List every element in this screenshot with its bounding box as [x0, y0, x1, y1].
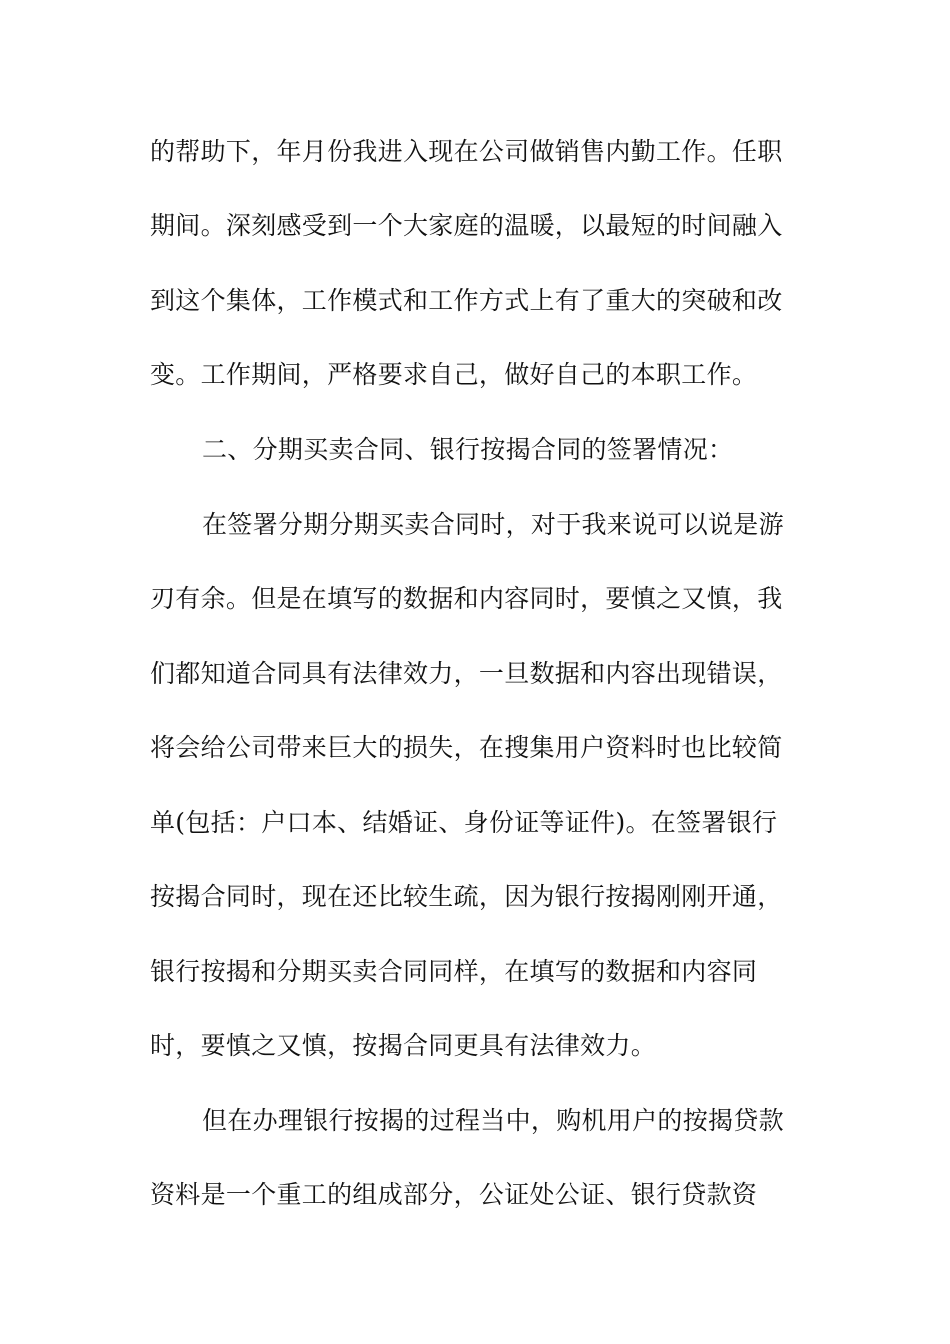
- text-line: 时，要慎之又慎，按揭合同更具有法律效力。: [150, 1031, 657, 1060]
- text-line: 们都知道合同具有法律效力，一旦数据和内容出现错误，: [150, 659, 783, 688]
- text-line: 但在办理银行按揭的过程当中，购机用户的按揭贷款: [202, 1106, 784, 1135]
- section-heading: 二、分期买卖合同、银行按揭合同的签署情况：: [202, 435, 734, 464]
- text-line: 期间。深刻感受到一个大家庭的温暖，以最短的时间融入: [150, 211, 783, 240]
- text-line: 到这个集体，工作模式和工作方式上有了重大的突破和改: [150, 286, 783, 315]
- text-line: 在签署分期分期买卖合同时，对于我来说可以说是游: [202, 510, 784, 539]
- text-line: 按揭合同时，现在还比较生疏，因为银行按揭刚刚开通，: [150, 882, 783, 911]
- text-line: 刃有余。但是在填写的数据和内容同时，要慎之又慎，我: [150, 584, 783, 613]
- text-line: 单(包括：户口本、结婚证、身份证等证件)。在签署银行: [150, 808, 778, 837]
- text-line: 的帮助下，年月份我进入现在公司做销售内勤工作。任职: [150, 137, 783, 166]
- text-line: 将会给公司带来巨大的损失，在搜集用户资料时也比较简: [150, 733, 783, 762]
- text-line: 银行按揭和分期买卖合同同样，在填写的数据和内容同: [150, 957, 758, 986]
- text-line: 变。工作期间，严格要求自己，做好自己的本职工作。: [150, 360, 758, 389]
- text-line: 资料是一个重工的组成部分，公证处公证、银行贷款资: [150, 1180, 758, 1209]
